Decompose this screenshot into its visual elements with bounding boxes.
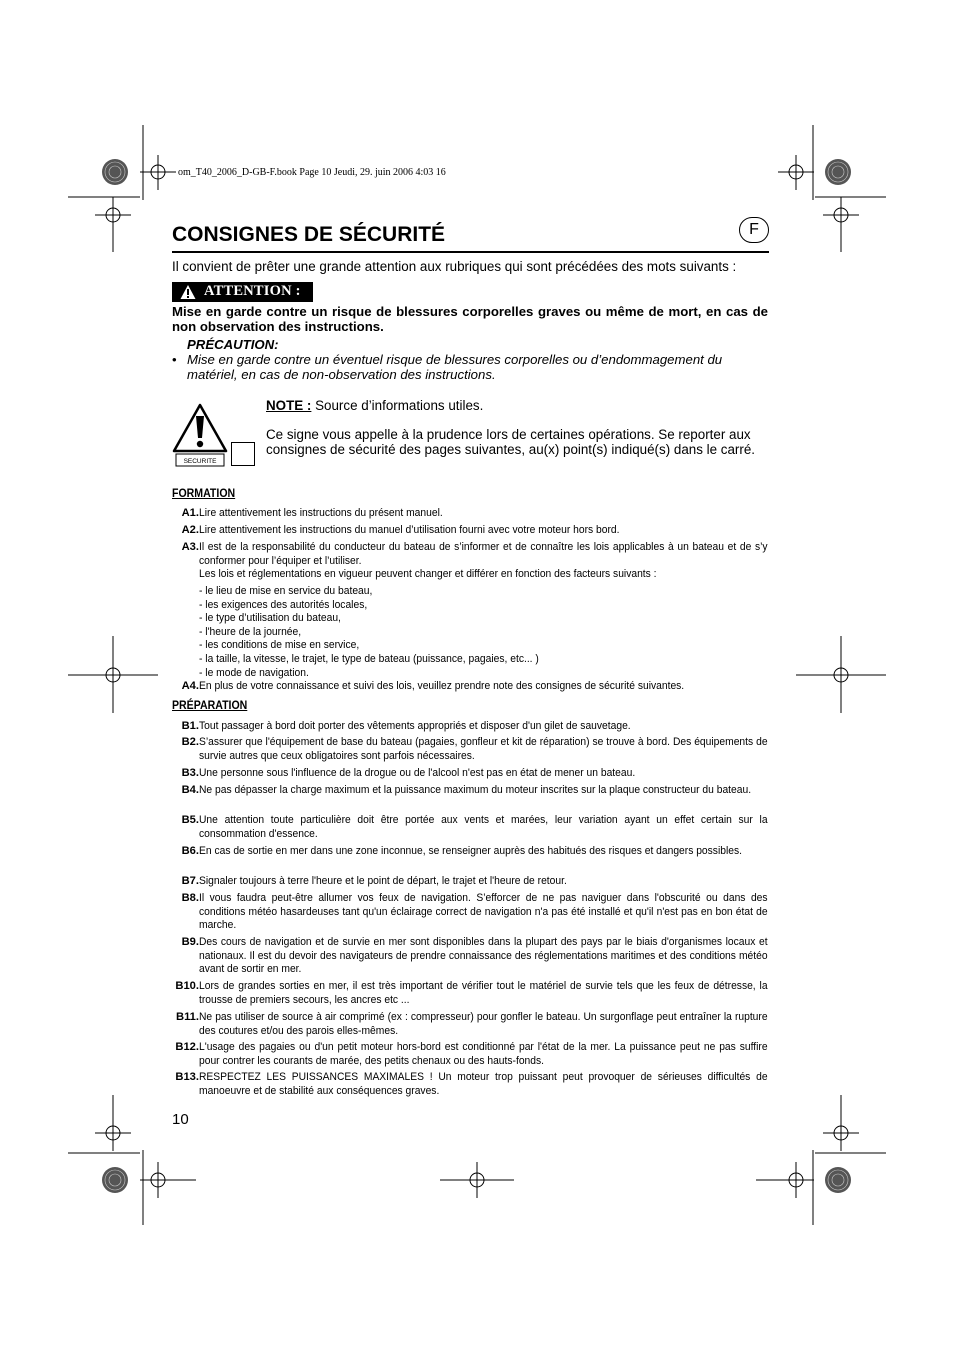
factor-item: - le lieu de mise en service du bateau, bbox=[199, 585, 373, 597]
factor-item: - le type d’utilisation du bateau, bbox=[199, 612, 341, 624]
page-number: 10 bbox=[172, 1111, 189, 1128]
reference-square bbox=[231, 442, 255, 466]
attention-text: Mise en garde contre un risque de blessures corporelles graves ou même de mort, en cas de non observation des instructions. bbox=[172, 304, 768, 334]
factor-item: - la taille, la vitesse, le trajet, le type de bateau (puissance, pagaies, etc... ) bbox=[199, 653, 539, 665]
title-rule bbox=[172, 251, 769, 253]
attention-label: ATTENTION : bbox=[204, 283, 301, 299]
precaution-text: Mise en garde contre un éventuel risque de blessures corporelles ou d’endommagement du matériel, en cas de non-observation des instructions. bbox=[187, 352, 723, 382]
intro-text: Il convient de prêter une grande attention aux rubriques qui sont précédées des mots suivants : bbox=[172, 259, 737, 274]
factor-item: - les conditions de mise en service, bbox=[199, 639, 360, 651]
preparation-heading: PRÉPARATION bbox=[172, 698, 248, 712]
attention-banner bbox=[172, 282, 313, 302]
factor-item: - les exigences des autorités locales, bbox=[199, 599, 368, 611]
note-label: NOTE : bbox=[266, 398, 312, 413]
precaution-bullet: • bbox=[172, 352, 177, 367]
safety-warning-icon bbox=[172, 403, 228, 467]
print-header: om_T40_2006_D-GB-F.book Page 10 Jeudi, 29. juin 2006 4:03 16 bbox=[178, 167, 446, 178]
factor-item: - l'heure de la journée, bbox=[199, 626, 302, 638]
page-title: CONSIGNES DE SÉCURITÉ bbox=[172, 223, 446, 246]
language-badge: F bbox=[739, 217, 769, 243]
factor-item: - le mode de navigation. bbox=[199, 667, 309, 679]
note-text: Source d’informations utiles. bbox=[311, 398, 484, 413]
symbol-explanation: Ce signe vous appelle à la prudence lors de certaines opérations. Se reporter aux consignes de sécurité des pages suivantes, au(x) point(s) indiqué(s) dans le carré. bbox=[266, 427, 756, 457]
safety-icon-label: SECURITE bbox=[183, 458, 217, 465]
precaution-heading: PRÉCAUTION: bbox=[187, 337, 279, 352]
a3-extra-text: Les lois et réglementations en vigueur peuvent changer et différer en fonction des facteurs suivants : bbox=[199, 568, 657, 580]
warning-triangle-icon bbox=[180, 284, 196, 300]
formation-heading: FORMATION bbox=[172, 486, 236, 500]
note-line bbox=[266, 398, 483, 413]
